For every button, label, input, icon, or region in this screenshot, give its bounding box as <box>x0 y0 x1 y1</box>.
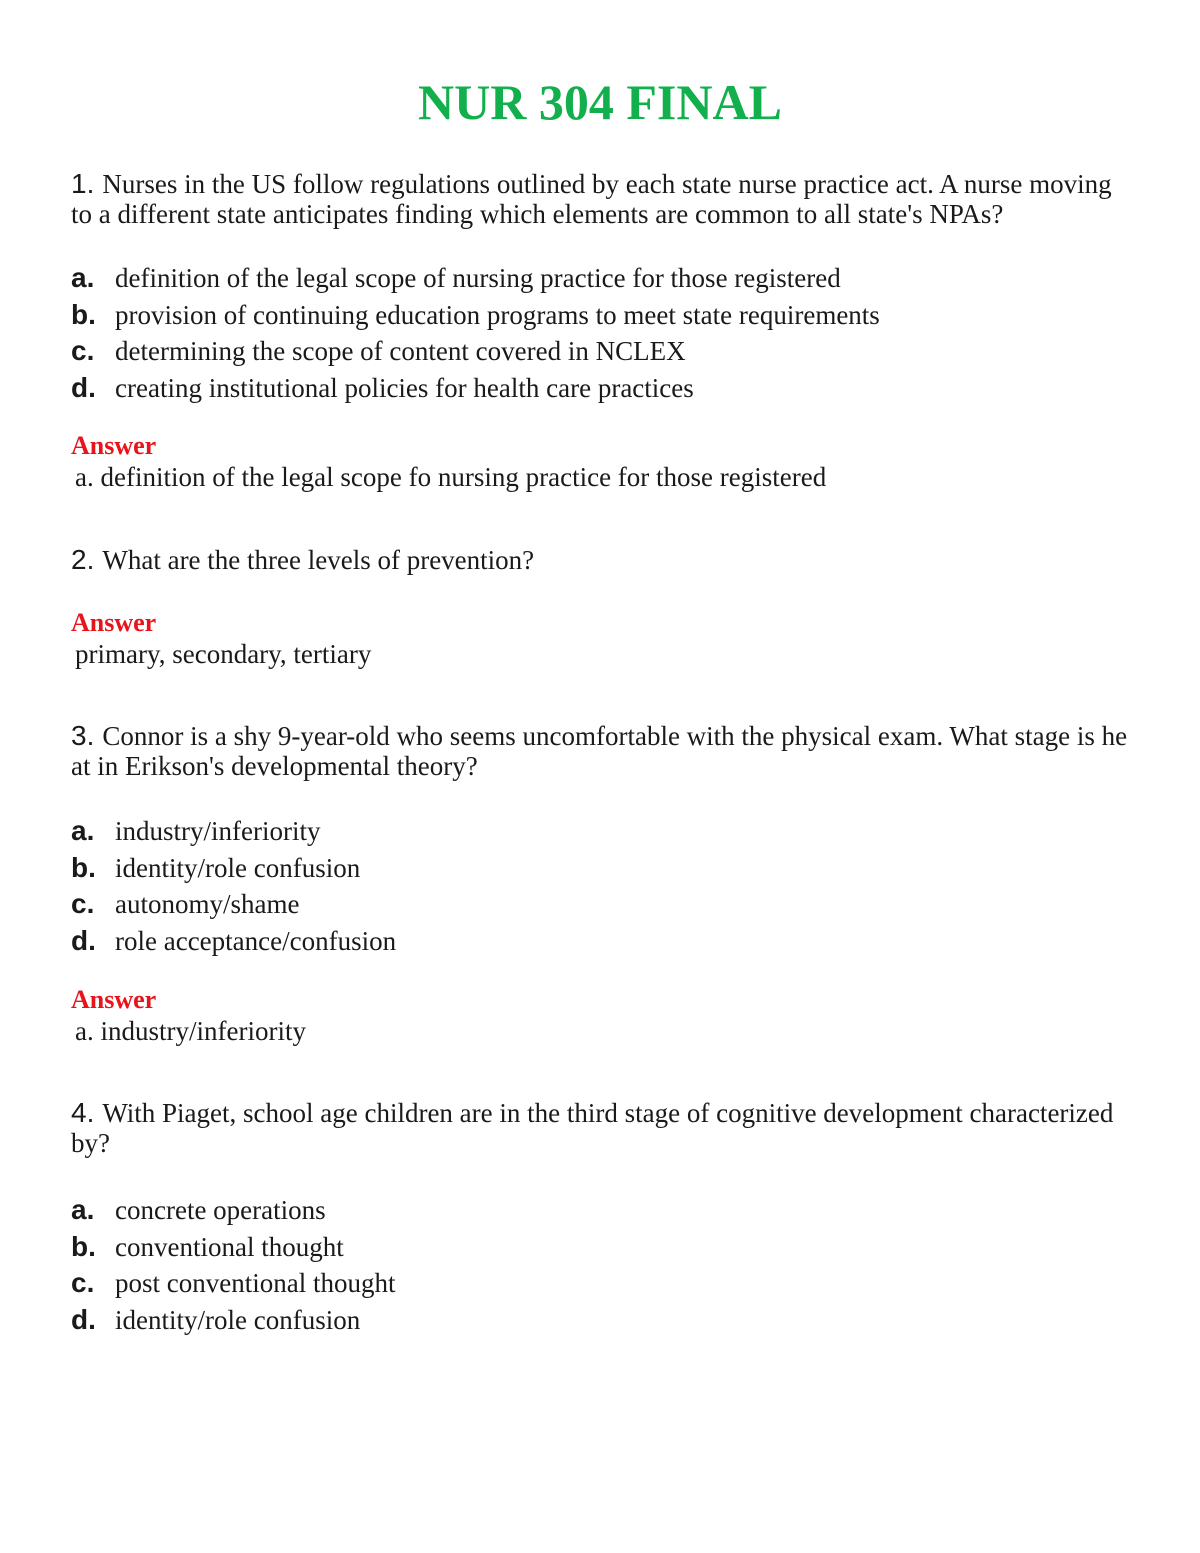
answer-label: Answer <box>71 985 157 1014</box>
question-2-number: 2. <box>71 544 95 575</box>
option-letter: c. <box>71 1267 95 1298</box>
question-3-option-b[interactable] <box>71 850 1131 887</box>
option-text: identity/role confusion <box>115 1304 361 1335</box>
option-text: determining the scope of content covered in NCLEX <box>115 336 686 366</box>
option-text: concrete operations <box>115 1195 326 1225</box>
option-letter: b. <box>71 298 96 330</box>
question-2-text <box>71 545 1131 575</box>
option-letter: a. <box>71 262 95 293</box>
question-4-option-d[interactable] <box>71 1302 1131 1339</box>
answer-text: a. industry/inferiority <box>75 1016 306 1046</box>
question-3-option-d[interactable] <box>71 923 1131 960</box>
answer-text: primary, secondary, tertiary <box>75 639 372 669</box>
option-letter: d. <box>71 1303 96 1335</box>
option-letter: d. <box>71 924 96 956</box>
answer-text: a. definition of the legal scope fo nursing practice for those registered <box>75 462 827 492</box>
question-3-option-a[interactable] <box>71 813 1131 850</box>
question-1-option-d[interactable] <box>71 370 1131 407</box>
option-letter: c. <box>71 335 95 366</box>
question-3-option-c[interactable] <box>71 886 1131 923</box>
question-3-number: 3. <box>71 720 95 751</box>
question-1-number: 1. <box>71 168 95 199</box>
question-4-options <box>71 1192 1131 1338</box>
page-title: NUR 304 FINAL <box>418 74 782 130</box>
question-1-option-b[interactable] <box>71 297 1131 334</box>
question-4-option-a[interactable] <box>71 1192 1131 1229</box>
question-4 <box>71 1098 1131 1158</box>
question-3-answer <box>71 985 1131 1047</box>
question-4-option-c[interactable] <box>71 1265 1131 1302</box>
option-text: definition of the legal scope of nursing practice for those registered <box>115 263 841 293</box>
question-4-option-b[interactable] <box>71 1229 1131 1266</box>
option-letter: b. <box>71 1230 96 1262</box>
option-text: provision of continuing education programs to meet state requirements <box>115 299 880 330</box>
option-letter: c. <box>71 888 95 919</box>
question-3-prompt: Connor is a shy 9-year-old who seems uncomfortable with the physical exam. What stage is he at in Erikson's developmental theory? <box>71 721 1128 781</box>
question-3-text <box>71 721 1131 781</box>
question-3-options <box>71 813 1131 959</box>
question-1-prompt: Nurses in the US follow regulations outlined by each state nurse practice act. A nurse moving to a different state anticipates finding which elements are common to all state's NPAs? <box>71 169 1112 229</box>
question-1-option-a[interactable] <box>71 260 1131 297</box>
option-text: creating institutional policies for health care practices <box>115 372 694 403</box>
question-4-number: 4. <box>71 1097 95 1128</box>
option-text: role acceptance/confusion <box>115 925 397 956</box>
option-letter: a. <box>71 1194 95 1225</box>
option-letter: b. <box>71 851 96 883</box>
option-text: post conventional thought <box>115 1268 396 1298</box>
option-letter: a. <box>71 815 95 846</box>
option-letter: d. <box>71 371 96 403</box>
option-text: industry/inferiority <box>115 816 321 846</box>
option-text: conventional thought <box>115 1231 344 1262</box>
question-2-prompt: What are the three levels of prevention? <box>102 545 535 575</box>
question-2 <box>71 545 1131 575</box>
answer-label: Answer <box>71 608 157 637</box>
option-text: autonomy/shame <box>115 889 300 919</box>
question-3 <box>71 721 1131 781</box>
option-text: identity/role confusion <box>115 852 361 883</box>
question-1-text <box>71 169 1131 229</box>
question-1-option-c[interactable] <box>71 333 1131 370</box>
question-4-prompt: With Piaget, school age children are in the third stage of cognitive development characterized by? <box>71 1098 1114 1158</box>
question-2-answer <box>71 608 1131 670</box>
question-1-options <box>71 260 1131 406</box>
question-1 <box>71 169 1131 229</box>
question-1-answer <box>71 431 1131 493</box>
answer-label: Answer <box>71 431 157 460</box>
question-4-text <box>71 1098 1131 1158</box>
